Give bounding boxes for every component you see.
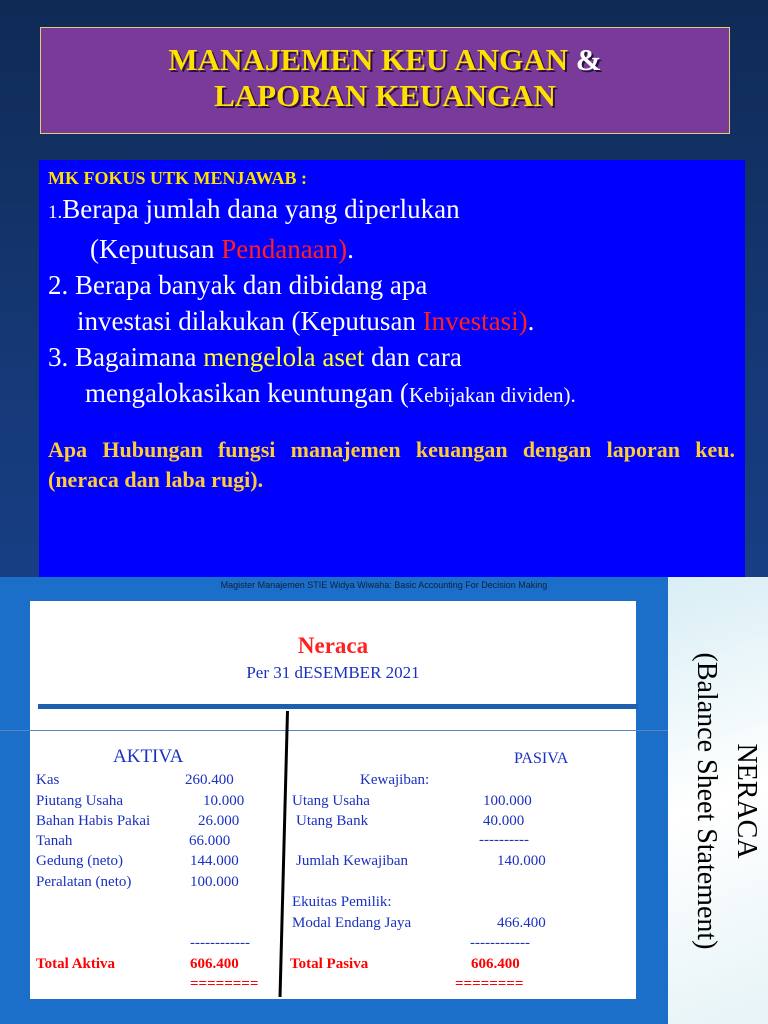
aktiva-label-gedung: Gedung (neto) [36,853,124,869]
aktiva-value-kas: 260.400 [185,772,234,788]
title-ampersand: & [567,42,602,77]
jumlah-kewajiban-label: Jumlah Kewajiban [296,853,409,869]
question-1: 1.Berapa jumlah dana yang diperlukan [48,194,460,224]
aktiva-value-tanah: 66.000 [189,833,231,849]
divider-bar [38,704,638,709]
double-line-pasiva: ======== [455,976,524,992]
side-panel [668,577,768,1024]
aktiva-value-piutang: 10.000 [203,793,245,809]
jumlah-kewajiban-value: 140.000 [497,853,546,869]
aktiva-header: AKTIVA [113,746,184,767]
pasiva-label-utang-bank: Utang Bank [296,813,369,829]
pasiva-label-utang-usaha: Utang Usaha [292,793,370,809]
side-label: NERACA (Balance Sheet Statement) [691,652,762,949]
aktiva-label-piutang: Piutang Usaha [36,793,124,809]
question-3: 3. Bagaimana mengelola aset dan cara [48,342,462,372]
focus-box [39,160,745,580]
total-aktiva-value: 606.400 [190,956,239,972]
pasiva-header: PASIVA [514,750,569,767]
aktiva-label-bahan: Bahan Habis Pakai [36,813,151,829]
question-1-sub: (Keputusan Pendanaan). [90,234,354,264]
total-pasiva-value: 606.400 [471,956,520,972]
focus-heading: MK FOKUS UTK MENJAWAB : [48,168,308,188]
title-line-1 [41,42,729,78]
total-pasiva-label: Total Pasiva [290,956,369,972]
aktiva-label-tanah: Tanah [36,833,73,849]
divider-thin [0,730,668,731]
kewajiban-header: Kewajiban: [360,772,430,788]
dash-aktiva: ------------ [190,935,250,951]
aktiva-label-kas: Kas [36,772,60,788]
balance-sheet-title: Neraca [297,633,369,658]
aktiva-value-bahan: 26.000 [198,813,240,829]
question-2: 2. Berapa banyak dan dibidang apa [48,270,428,300]
title-line-2: LAPORAN KEUANGAN [214,78,556,113]
hubungan-question: Apa Hubungan fungsi manajemen keuangan dengan laporan keu. (neraca dan laba rugi). [48,437,735,492]
dash-pasiva: ------------ [470,935,530,951]
pasiva-value-utang-usaha: 100.000 [483,793,532,809]
dash-short: ---------- [479,832,529,848]
question-2-sub: investasi dilakukan (Keputusan Investasi). [77,306,535,336]
ekuitas-header: Ekuitas Pemilik: [292,894,392,910]
aktiva-value-gedung: 144.000 [190,853,239,869]
modal-value: 466.400 [497,915,546,931]
title-box [40,27,730,134]
pasiva-value-utang-bank: 40.000 [483,813,525,829]
double-line-aktiva: ======== [190,976,259,992]
aktiva-label-peralatan: Peralatan (neto) [36,874,132,890]
slide-caption: Magister Manajemen STIE Widya Wiwaha: Basic Accounting For Decision Making [220,580,548,590]
aktiva-value-peralatan: 100.000 [190,874,239,890]
balance-sheet-date: Per 31 dESEMBER 2021 [246,663,420,682]
modal-label: Modal Endang Jaya [292,915,412,931]
total-aktiva-label: Total Aktiva [36,956,116,972]
title-part-1: MANAJEMEN KEU ANGAN [168,42,568,77]
question-3-sub: mengalokasikan keuntungan (Kebijakan dividen). [85,378,576,408]
